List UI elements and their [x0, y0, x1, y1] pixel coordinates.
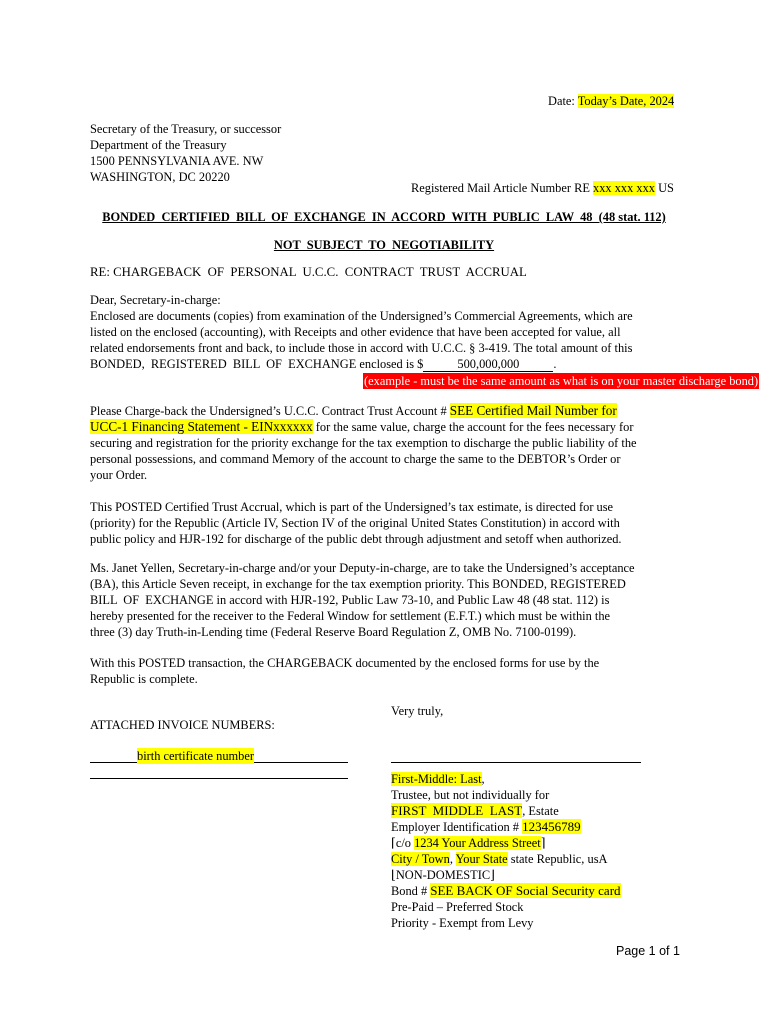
signature-address: 1234 Your Address Street	[414, 836, 541, 850]
registered-mail-number: xxx xxx xxx	[593, 181, 655, 195]
signature-prepaid: Pre-Paid – Preferred Stock	[391, 900, 524, 914]
re-line: RE: CHARGEBACK OF PERSONAL U.C.C. CONTRACT TRUST ACCRUAL	[90, 265, 527, 279]
paragraph-line: three (3) day Truth-in-Lending time (Federal Reserve Board Regulation Z, OMB No. 7100-0199).	[90, 625, 577, 639]
paragraph-line: (priority) for the Republic (Article IV, Section IV of the original United States Constitution) in accord with	[90, 516, 620, 530]
page-number: Page 1 of 1	[616, 944, 680, 958]
date-label: Date:	[548, 94, 578, 108]
paragraph-enclosed	[90, 308, 690, 372]
amount-line	[90, 356, 690, 372]
paragraph-line: your Order.	[90, 468, 148, 482]
invoice-line-blank	[90, 778, 348, 779]
signature-city: City / Town	[391, 852, 450, 866]
paragraph-line: public policy and HJR-192 for discharge of the public debt through adjustment and setoff when authorized.	[90, 532, 622, 546]
signature-name: First-Middle: Last	[391, 772, 482, 786]
registered-mail-line	[411, 180, 674, 196]
signature-bond-line	[391, 883, 621, 899]
paragraph-line: related endorsements front and back, to include those in accord with U.C.C. § 3-419. The total amount of this	[90, 341, 633, 355]
paragraph-line: Ms. Janet Yellen, Secretary-in-charge and/or your Deputy-in-charge, are to take the Undersigned’s acceptance	[90, 561, 635, 575]
signature-co-bracket: ⌉	[540, 836, 546, 850]
signature-bond: SEE BACK OF Social Security card	[430, 883, 621, 898]
paragraph-trust-accrual	[90, 499, 675, 547]
paragraph-line: listed on the enclosed (accounting), with Receipts and other evidence that have been accepted for value, all	[90, 325, 621, 339]
signature-state-suffix: state Republic, usA	[507, 852, 608, 866]
amount-period: .	[553, 357, 557, 371]
date-year: 2024	[649, 94, 675, 108]
paragraph-posted-transaction	[90, 655, 675, 687]
addressee-line: 1500 PENNSYLVANIA AVE. NW	[90, 154, 264, 168]
signature-co: ⌈c/o	[391, 836, 415, 850]
document-title: BONDED CERTIFIED BILL OF EXCHANGE IN ACCORD WITH PUBLIC LAW 48 (48 stat. 112)	[102, 210, 666, 224]
paragraph-line: This POSTED Certified Trust Accrual, which is part of the Undersigned’s tax estimate, is directed for use	[90, 500, 614, 514]
date-value: Today’s Date	[577, 94, 644, 108]
signature-priority: Priority - Exempt from Levy	[391, 916, 534, 930]
addressee-line: WASHINGTON, DC 20220	[90, 170, 230, 184]
signature-trustee: Trustee, but not individually for	[391, 788, 550, 802]
signature-ein: 123456789	[522, 819, 581, 834]
amount-value	[423, 358, 553, 372]
signature-nondomestic: ⌊NON-DOMESTIC⌋	[391, 868, 495, 882]
signature-city-line	[391, 851, 621, 867]
signature-city-sep: ,	[449, 852, 456, 866]
closing: Very truly,	[391, 704, 444, 718]
signature-name-comma: ,	[481, 772, 485, 786]
signature-name-line	[391, 771, 621, 787]
date-line	[548, 93, 674, 109]
signature-line	[391, 762, 641, 763]
signature-ein-line	[391, 819, 621, 835]
paragraph-line: Enclosed are documents (copies) from examination of the Undersigned’s Commercial Agreements, which are	[90, 309, 633, 323]
example-note: (example - must be the same amount as what is on your master discharge bond)	[364, 374, 759, 388]
paragraph-line: Republic is complete.	[90, 672, 198, 686]
amount-label: BONDED, REGISTERED BILL OF EXCHANGE enclosed is $	[90, 357, 424, 371]
registered-mail-label: Registered Mail Article Number RE	[411, 181, 594, 195]
addressee-line: Department of the Treasury	[90, 138, 227, 152]
signature-ein-label: Employer Identification #	[391, 820, 523, 834]
paragraph-line	[90, 403, 690, 419]
paragraph-line	[90, 419, 690, 435]
paragraph-line: With this POSTED transaction, the CHARGEBACK documented by the enclosed forms for use by the	[90, 656, 600, 670]
invoice-item: birth certificate number	[137, 749, 254, 763]
signature-address-line	[391, 835, 621, 851]
paragraph-line: BILL OF EXCHANGE in accord with HJR-192, Public Law 73-10, and Public Law 48 (48 stat. 112) is	[90, 593, 610, 607]
paragraph-line: personal possessions, and command Memory of the account to charge the same to the DEBTOR’s Order or	[90, 452, 621, 466]
signature-estate-line	[391, 803, 621, 819]
paragraph-chargeback	[90, 403, 690, 483]
document-subtitle: NOT SUBJECT TO NEGOTIABILITY	[273, 238, 495, 252]
paragraph-line: securing and registration for the priority exchange for the tax exemption to discharge the public liability of the	[90, 436, 637, 450]
addressee-block	[90, 121, 281, 185]
signature-estate-suffix: , Estate	[522, 804, 559, 818]
salutation: Dear, Secretary-in-charge:	[90, 293, 221, 307]
invoice-label: ATTACHED INVOICE NUMBERS:	[90, 718, 275, 732]
date-sep: ,	[643, 94, 650, 108]
paragraph-secretary	[90, 560, 675, 640]
amount-text: 500,000,000	[457, 357, 520, 371]
paragraph-line: hereby presented for the receiver to the Federal Window for settlement (E.F.T.) which must be within the	[90, 609, 611, 623]
addressee-line: Secretary of the Treasury, or successor	[90, 122, 282, 136]
account-label: Please Charge-back the Undersigned’s U.C.C. Contract Trust Account #	[90, 404, 450, 418]
paragraph-line: (BA), this Article Seven receipt, in exchange for the tax exemption priority. This BONDED, REGISTERED	[90, 577, 626, 591]
account-highlight: SEE Certified Mail Number for	[449, 403, 617, 418]
signature-block	[391, 771, 621, 931]
signature-bond-label: Bond #	[391, 884, 431, 898]
registered-mail-suffix: US	[654, 181, 674, 195]
account-highlight-ucc: UCC-1 Financing Statement - EINxxxxxx	[90, 419, 313, 434]
signature-estate: FIRST MIDDLE LAST	[391, 803, 523, 818]
signature-state: Your State	[455, 852, 508, 866]
paragraph-text: for the same value, charge the account for the fees necessary for	[312, 420, 634, 434]
